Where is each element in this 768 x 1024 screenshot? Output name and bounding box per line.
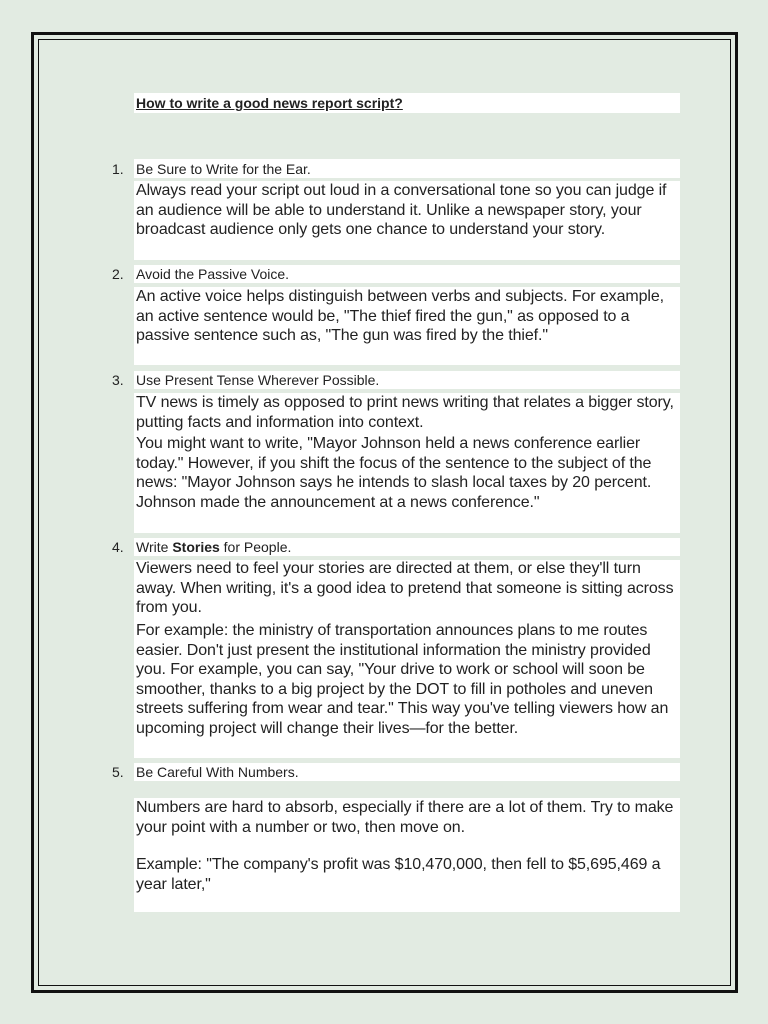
item-3-paragraph-2: You might want to write, "Mayor Johnson held a news conference earlier today." However, if you shift the focus of the sentence to the subject of the news: "Mayor Johnson says he intends to slash local taxes by 20 percent. Johnson made the announcement at a news conference." bbox=[136, 435, 652, 511]
item-5-paragraph-1: Numbers are hard to absorb, especially if there are a lot of them. Try to make your point with a number or two, then move on. bbox=[136, 799, 674, 836]
item-heading-2: Avoid the Passive Voice. bbox=[136, 266, 290, 282]
item-number-1: 1. bbox=[112, 161, 124, 177]
item-heading-4-bold: Stories bbox=[172, 539, 220, 555]
item-4-paragraph-1: Viewers need to feel your stories are directed at them, or else they'll turn away. When writing, it's a good idea to pretend that someone is sitting across from you. bbox=[136, 560, 674, 616]
item-5-paragraph-2: Example: "The company's profit was $10,470,000, then fell to $5,695,469 a year later," bbox=[136, 856, 661, 893]
item-heading-4-pre: Write bbox=[136, 539, 173, 555]
item-heading-3: Use Present Tense Wherever Possible. bbox=[136, 372, 380, 388]
page-title: How to write a good news report script? bbox=[136, 95, 403, 111]
item-heading-4-post: for People. bbox=[219, 539, 292, 555]
item-number-5: 5. bbox=[112, 764, 124, 780]
item-heading-5: Be Careful With Numbers. bbox=[136, 764, 299, 780]
item-heading-1: Be Sure to Write for the Ear. bbox=[136, 161, 311, 177]
item-4-paragraph-2: For example: the ministry of transportation announces plans to me routes easier. Don't just present the institutional information the ministry provided you. For example, you can say, "Your drive to work or school will soon be smoother, thanks to a big project by the DOT to fill in potholes and uneven streets suffering from wear and tear." This way you've telling viewers how an upcoming project will change their lives—for the better. bbox=[136, 622, 669, 737]
item-number-3: 3. bbox=[112, 372, 124, 388]
item-3-paragraph-1: TV news is timely as opposed to print news writing that relates a bigger story, putting facts and information into context. bbox=[136, 394, 674, 431]
item-number-2: 2. bbox=[112, 266, 124, 282]
item-number-4: 4. bbox=[112, 539, 124, 555]
item-heading-4 bbox=[136, 538, 291, 556]
item-2-paragraph-1: An active voice helps distinguish between verbs and subjects. For example, an active sentence would be, "The thief fired the gun," as opposed to a passive sentence such as, "The gun was fired by the thief." bbox=[136, 288, 664, 344]
item-1-paragraph-1: Always read your script out loud in a conversational tone so you can judge if an audience will be able to understand it. Unlike a newspaper story, your broadcast audience only gets one chance to understand your story. bbox=[136, 182, 667, 238]
